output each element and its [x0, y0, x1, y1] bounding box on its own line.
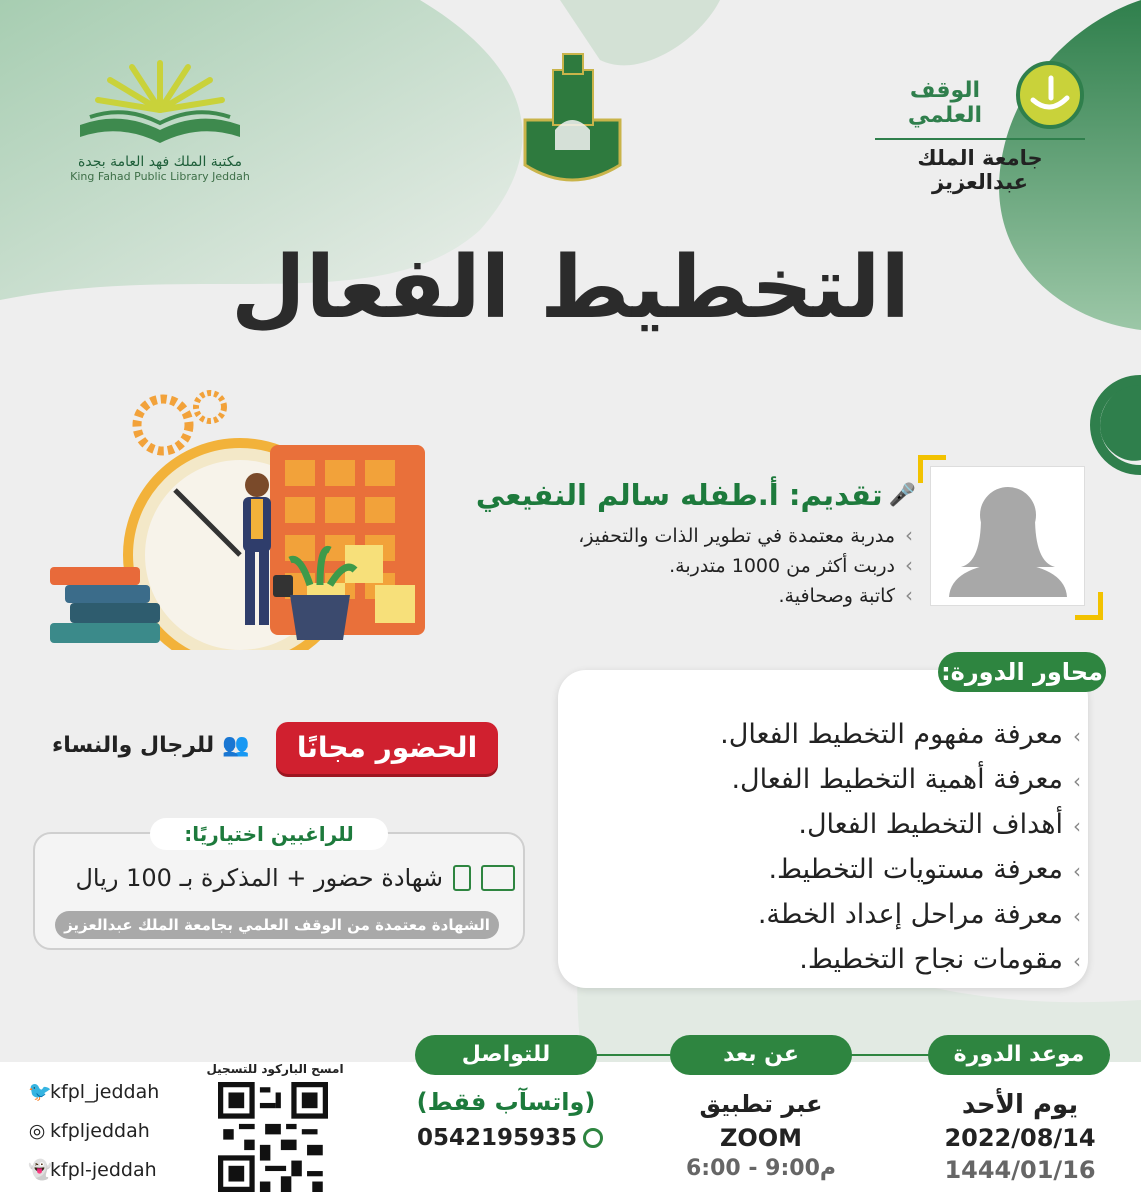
twitter-icon: 🐦 — [28, 1081, 52, 1103]
notebook-icon — [453, 865, 471, 891]
optional-offer-row — [55, 864, 515, 892]
social-twitter[interactable] — [28, 1080, 159, 1103]
photo-frame-corner-top — [918, 455, 946, 483]
presenter-bio — [578, 520, 913, 610]
bio-item: › دربت أكثر من 1000 متدربة. — [578, 550, 913, 580]
remote-time: 6:00 - 9:00م — [685, 1156, 836, 1181]
topics-header: محاور الدورة: — [938, 652, 1106, 692]
optional-offer-title: للراغبين اختياريًا: — [150, 818, 388, 850]
topic-item: › أهداف التخطيط الفعال. — [720, 802, 1081, 847]
schedule-date-hijri: 1444/01/16 — [944, 1156, 1096, 1184]
logo-divider — [875, 138, 1085, 140]
schedule-header: موعد الدورة — [928, 1035, 1110, 1075]
social-snapchat[interactable] — [28, 1158, 157, 1181]
snapchat-handle: kfpl-jeddah — [50, 1159, 157, 1181]
microphone-icon: 🎤 — [888, 482, 916, 508]
waqf-name: الوقف العلمي — [907, 78, 983, 128]
photo-frame-corner-bottom — [1075, 592, 1103, 620]
presenter-photo — [930, 466, 1085, 606]
bio-item: › كاتبة وصحافية. — [578, 580, 913, 610]
contact-header: للتواصل — [415, 1035, 597, 1075]
free-attendance-badge: الحضور مجانًا — [276, 722, 498, 774]
person-placeholder-icon — [931, 467, 1086, 607]
bio-item: › مدربة معتمدة في تطوير الذات والتحفيز، — [578, 520, 913, 550]
audience-label: للرجال والنساء — [52, 733, 215, 758]
contact-phone[interactable]: 0542195935 — [416, 1125, 578, 1151]
remote-via: عبر تطبيق — [699, 1090, 823, 1118]
page-title: التخطيط الفعال — [231, 238, 910, 338]
kfpl-name-ar: مكتبة الملك فهد العامة بجدة — [78, 154, 242, 170]
twitter-handle: kfpl_jeddah — [50, 1081, 160, 1103]
instagram-icon: ◎ — [28, 1120, 46, 1142]
audience-label-group — [52, 733, 250, 758]
certificate-note: الشهادة معتمدة من الوقف العلمي بجامعة الملك عبدالعزيز — [55, 911, 499, 939]
kfpl-name-en: King Fahad Public Library Jeddah — [70, 170, 250, 183]
registration-qr-code[interactable] — [218, 1082, 328, 1192]
presenter-header — [476, 478, 916, 512]
remote-header: عن بعد — [670, 1035, 852, 1075]
contact-phone-row — [415, 1125, 605, 1151]
contact-note: (واتسآب فقط) — [416, 1088, 596, 1116]
topic-item: › معرفة مستويات التخطيط. — [720, 847, 1081, 892]
kfpl-logo — [70, 55, 250, 185]
schedule-date-gregorian: 2022/08/14 — [944, 1124, 1096, 1152]
qr-caption: امسح الباركود للتسجيل — [206, 1062, 344, 1076]
social-instagram[interactable] — [28, 1120, 150, 1142]
kau-seal-logo — [515, 50, 630, 190]
kau-name: جامعة الملك عبدالعزيز — [917, 146, 1043, 194]
waqf-kau-logo — [875, 60, 1085, 194]
certificate-icon — [481, 865, 515, 891]
instagram-handle: kfpljeddah — [50, 1120, 150, 1142]
topic-item: › معرفة مراحل إعداد الخطة. — [720, 892, 1081, 937]
book-sun-icon — [70, 55, 250, 150]
schedule-day: يوم الأحد — [961, 1090, 1079, 1120]
planning-illustration — [45, 385, 430, 650]
topics-list — [720, 712, 1081, 982]
presenter-name: تقديم: أ.طفله سالم النفيعي — [475, 478, 883, 512]
whatsapp-icon — [583, 1128, 603, 1148]
topic-item: › مقومات نجاح التخطيط. — [720, 937, 1081, 982]
topic-item: › معرفة مفهوم التخطيط الفعال. — [720, 712, 1081, 757]
remote-app: ZOOM — [719, 1124, 803, 1152]
topic-item: › معرفة أهمية التخطيط الفعال. — [720, 757, 1081, 802]
snapchat-icon: 👻 — [28, 1159, 52, 1181]
waqf-emblem-icon — [1015, 60, 1085, 130]
optional-offer-text: شهادة حضور + المذكرة بـ 100 ريال — [75, 864, 443, 892]
people-icon: 👥 — [222, 733, 250, 758]
